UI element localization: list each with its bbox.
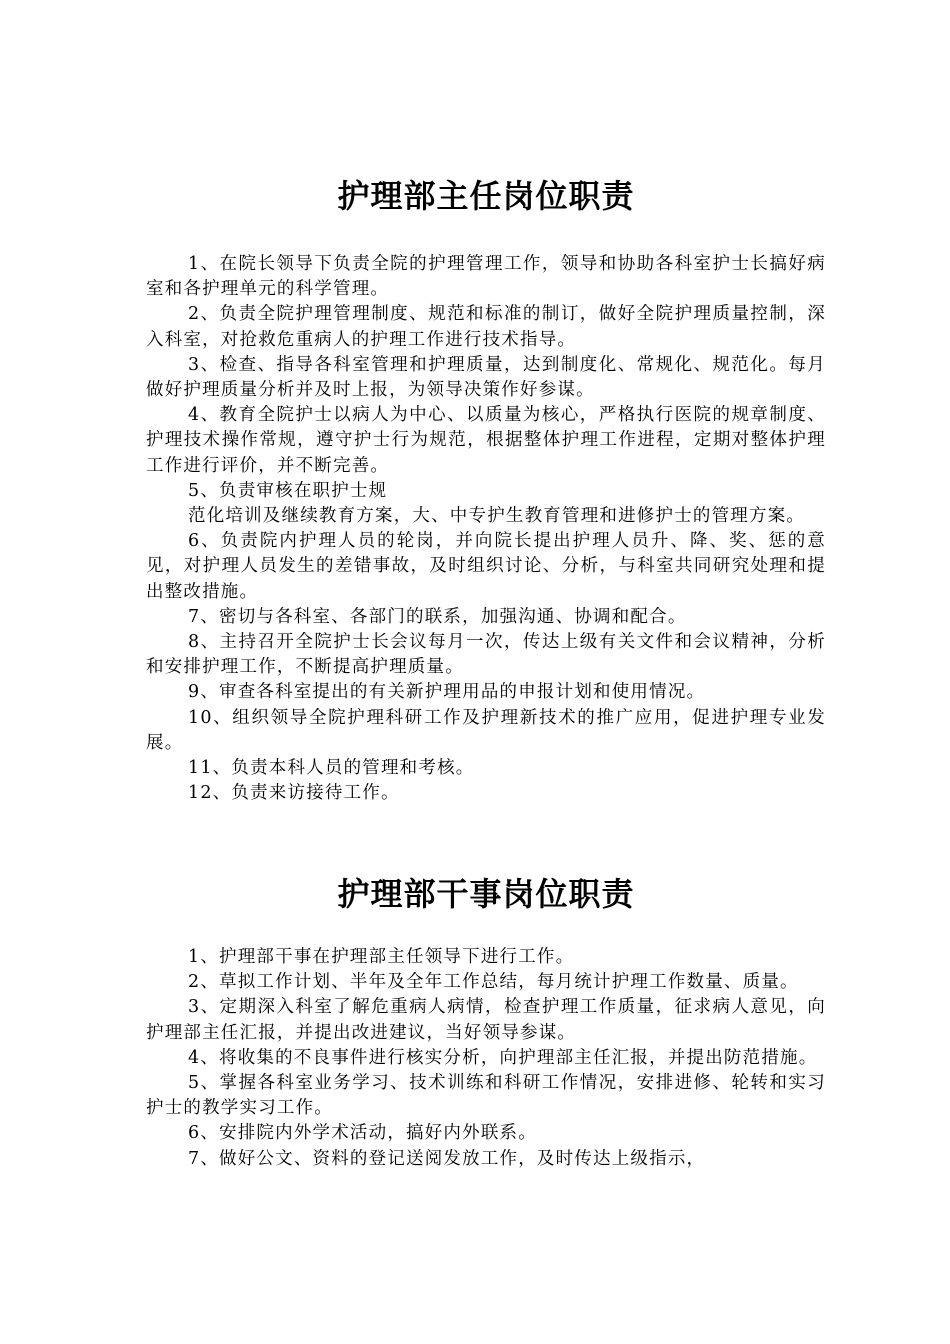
duty-item: 10、组织领导全院护理科研工作及护理新技术的推广应用，促进护理专业发展。 (146, 707, 826, 753)
duty-item: 2、负责全院护理管理制度、规范和标准的制订，做好全院护理质量控制，深入科室，对抢救危重病人的护理工作进行技术指导。 (146, 304, 826, 350)
duty-item: 3、定期深入科室了解危重病人病情，检查护理工作质量，征求病人意见，向护理部主任汇报，并提出改进建议，当好领导参谋。 (146, 997, 826, 1043)
section-director-duties (146, 170, 826, 806)
duty-item: 4、教育全院护士以病人为中心、以质量为核心，严格执行医院的规章制度、护理技术操作常规，遵守护士行为规范，根据整体护理工作进程，定期对整体护理工作进行评价，并不断完善。 (146, 405, 826, 476)
duty-item: 6、安排院内外学术活动，搞好内外联系。 (188, 1123, 537, 1144)
duty-item: 7、做好公文、资料的登记送阅发放工作，及时传达上级指示， (188, 1148, 706, 1169)
duty-item: 5、负责审核在职护士规 (188, 480, 388, 501)
duty-item: 范化培训及继续教育方案，大、中专护生教育管理和进修护士的管理方案。 (188, 506, 806, 527)
duty-item: 2、草拟工作计划、半年及全年工作总结，每月统计护理工作数量、质量。 (188, 972, 799, 993)
duty-item: 6、负责院内护理人员的轮岗，并向院长提出护理人员升、降、奖、惩的意见，对护理人员发生的差错事故，及时组织讨论、分析，与科室共同研究处理和提出整改措施。 (146, 531, 826, 602)
duty-item: 7、密切与各科室、各部门的联系，加强沟通、协调和配合。 (188, 606, 687, 627)
duty-item: 11、负责本科人员的管理和考核。 (188, 758, 475, 779)
duty-item: 5、掌握各科室业务学习、技术训练和科研工作情况，安排进修、轮转和实习护士的教学实习工作。 (146, 1073, 826, 1119)
duty-item: 3、检查、指导各科室管理和护理质量，达到制度化、常规化、规范化。每月做好护理质量分析并及时上报，为领导决策作好参谋。 (146, 354, 826, 401)
section-officer-duties (146, 868, 826, 1172)
duty-list (146, 945, 826, 1172)
section-title: 护理部主任岗位职责 (337, 177, 635, 215)
section-title: 护理部干事岗位职责 (337, 875, 635, 913)
duty-item: 9、审查各科室提出的有关新护理用品的申报计划和使用情况。 (188, 682, 706, 703)
duty-item: 4、将收集的不良事件进行核实分析，向护理部主任汇报，并提出防范措施。 (188, 1047, 818, 1068)
duty-item: 1、在院长领导下负责全院的护理管理工作，领导和协助各科室护士长搞好病室和各护理单元的科学管理。 (146, 254, 826, 300)
duty-item: 1、护理部干事在护理部主任领导下进行工作。 (188, 947, 575, 967)
duty-item: 12、负责来访接待工作。 (188, 783, 400, 804)
duty-item: 8、主持召开全院护士长会议每月一次，传达上级有关文件和会议精神，分析和安排护理工作，不断提高护理质量。 (146, 632, 826, 678)
duty-list (146, 252, 826, 806)
